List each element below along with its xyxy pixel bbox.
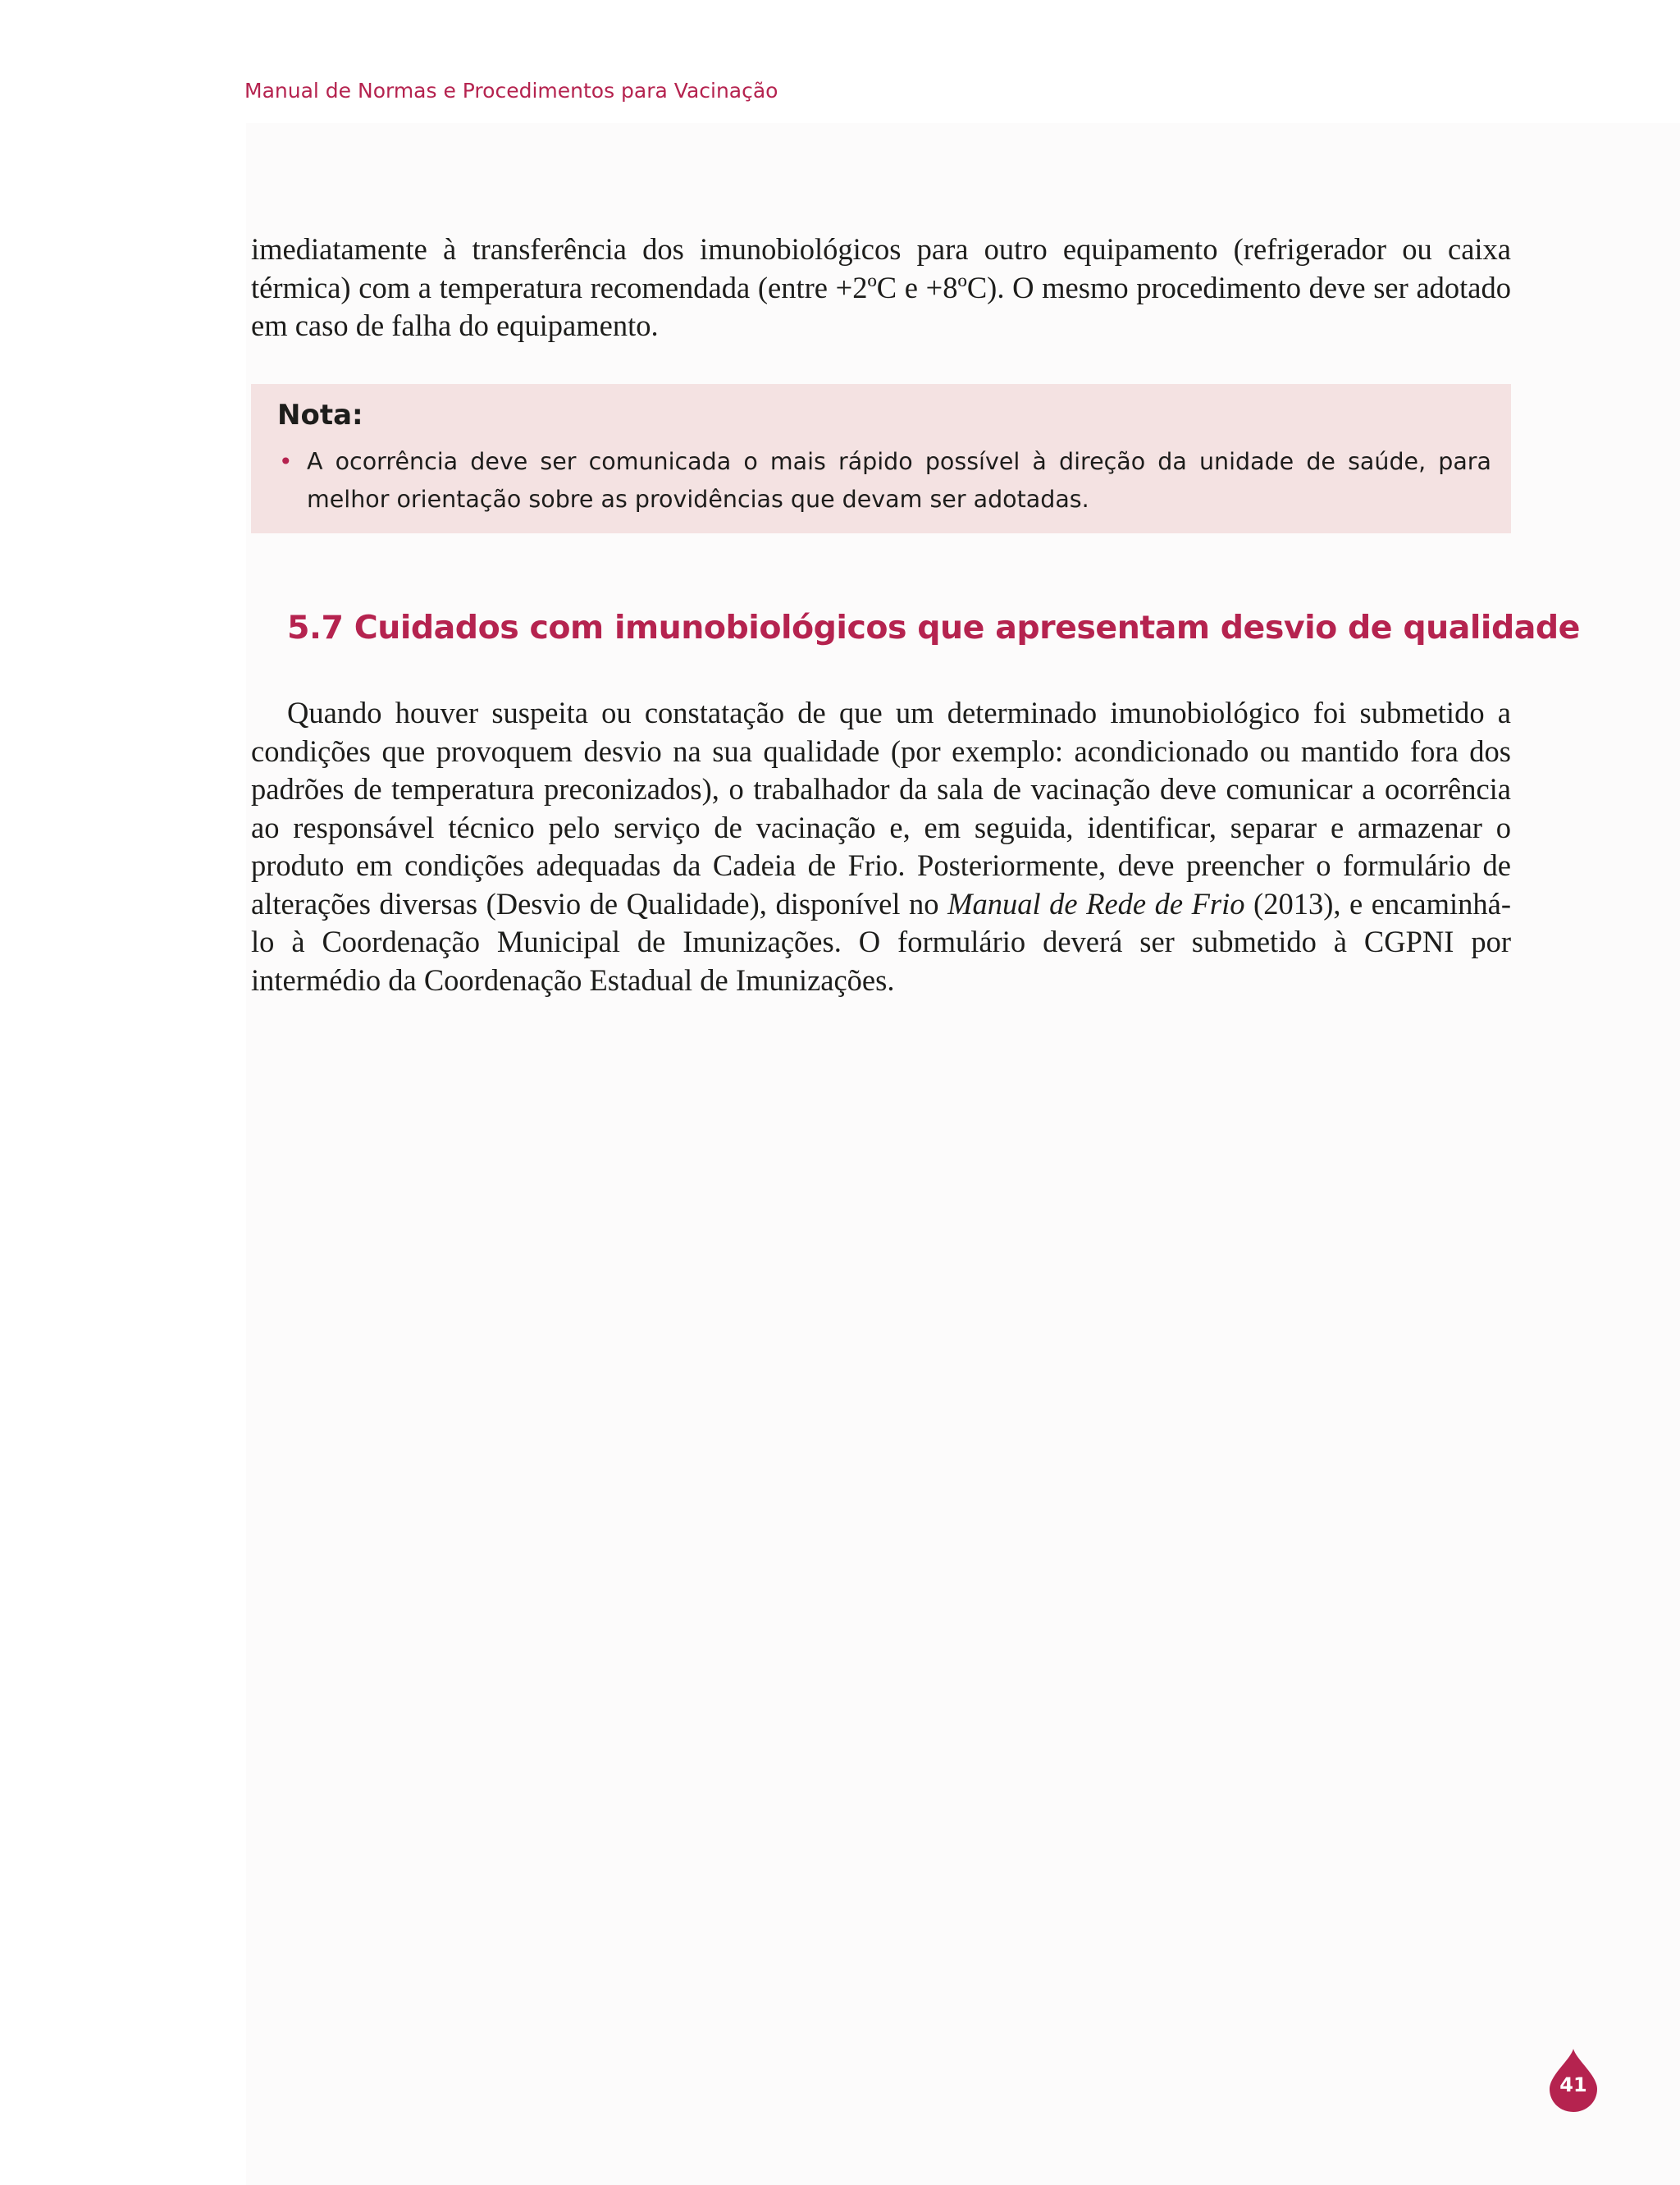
- body-paragraph-2: [251, 694, 1511, 999]
- body-paragraph-1: imediatamente à transferência dos imunobiológicos para outro equipamento (refrigerador ou caixa térmica) com a temperatura recomendada (entre +2ºC e +8ºC). O mesmo procedimento deve ser adotado em caso de falha do equipamento.: [251, 232, 1511, 342]
- list-item: [277, 443, 1491, 519]
- note-list: [277, 443, 1491, 519]
- note-title: Nota:: [277, 399, 363, 432]
- note-box: [251, 384, 1511, 533]
- section-heading: 5.7 Cuidados com imunobiológicos que apresentam desvio de qualidade: [287, 609, 1580, 647]
- bullet-icon: •: [279, 448, 293, 475]
- running-header: Manual de Normas e Procedimentos para Vacinação: [244, 79, 778, 103]
- paragraph-text-start: Quando houver suspeita ou constatação de que um determinado imunobiológico foi submetido a condições que provoquem desvio na sua qualidade (por exemplo: acondicionado ou mantido fora dos padrões de temperatura preconizados), o trabalhador da sala de vacinação deve comunicar a ocorrência ao responsável técnico pelo serviço de vacinação e, em seguida, identificar, separar e armazenar o produto em condições adequadas da Cadeia de Frio. Posteriormente, deve preencher o formulário de alterações diversas (Desvio de Qualidade), disponível no: [251, 696, 1511, 921]
- note-item-text: A ocorrência deve ser comunicada o mais rápido possível à direção da unidade de saúde, para melhor orientação sobre as providências que devam ser adotadas.: [307, 448, 1491, 513]
- cited-title: Manual de Rede de Frio: [947, 886, 1245, 921]
- paragraph-text-end: (2013), e encaminhá-lo à Coordenação Municipal de Imunizações. O formulário deverá ser submetido à CGPNI por intermédio da Coordenação Estadual de Imunizações.: [251, 886, 1511, 997]
- page-number: 41: [1559, 2073, 1587, 2096]
